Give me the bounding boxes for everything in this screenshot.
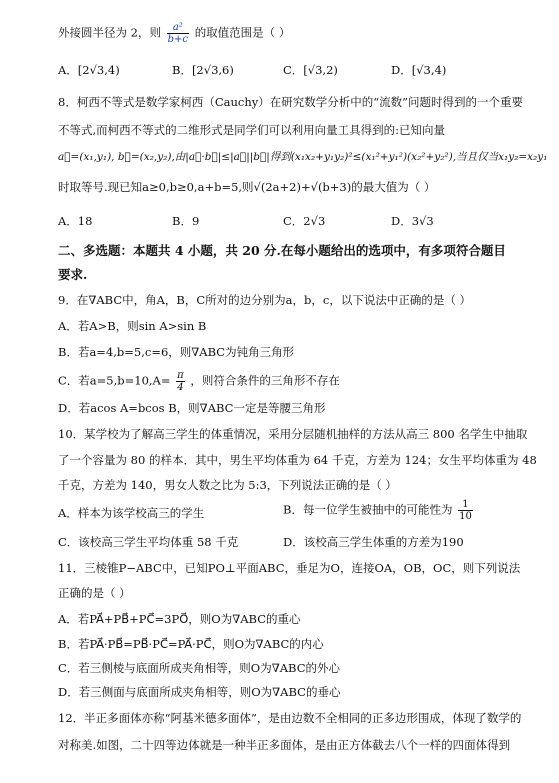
q8-option-a: A．18 — [58, 214, 93, 228]
q8-option-d: D．3√3 — [391, 214, 434, 228]
q7-option-b: B．[2√3,6) — [172, 63, 234, 77]
q12-line-2: 对称美.如图，二十四等边体就是一种半正多面体，是由正方体截去八个一样的四面体得到 — [58, 738, 511, 752]
q8-line-3: a⃗=(x₁,y₁), b⃗=(x₂,y₂),由|a⃗·b⃗|≤|a⃗||b⃗|得到(x₁x₂+y₁y₂)²≤(x₁²+y₁²)(x₂²+y₂²),当且仅当x₁y₂=x₂y₁ — [58, 151, 548, 163]
q7-option-a: A．[2√3,4) — [58, 63, 120, 77]
q8-option-c: C．2√3 — [283, 214, 326, 228]
q12-line-1: 12．半正多面体亦称“阿基米德多面体”，是由边数不全相同的正多边形围成，体现了数学的 — [58, 711, 522, 725]
q8-line-1: 8．柯西不等式是数学家柯西（Cauchy）在研究数学分析中的“流数”问题时得到的一个重要 — [58, 95, 523, 109]
q10-option-b-numerator: 1 — [458, 499, 473, 511]
q7-fraction — [167, 22, 189, 45]
q7-option-d: D．[√3,4) — [391, 63, 447, 77]
q10-option-d: D．该校高三学生体重的方差为190 — [283, 535, 464, 549]
q10-option-a: A．样本为该学校高三的学生 — [58, 506, 205, 520]
section-heading: 二、多选题：本题共 4 小题，共 20 分.在每小题给出的选项中，有多项符合题目 — [58, 243, 506, 258]
q7-fraction-denominator: b+c — [167, 34, 189, 45]
q10-line-3: 千克，方差为 140，男女人数之比为 5:3，下列说法正确的是（ ） — [58, 478, 397, 492]
q8-option-b: B．9 — [172, 214, 200, 228]
q11-option-c: C．若三侧棱与底面所成夹角相等，则O为∇ABC的外心 — [58, 661, 341, 675]
q11-option-d: D．若三侧面与底面所成夹角相等，则O为∇ABC的垂心 — [58, 685, 341, 699]
q10-line-2: 了一个容量为 80 的样本．其中，男生平均体重为 64 千克，方差为 124；女生平均体重为 48 — [58, 453, 537, 467]
section-heading-cont: 要求. — [58, 267, 88, 282]
q10-line-1: 10．某学校为了解高三学生的体重情况，采用分层随机抽样的方法从高三 800 名学生中抽取 — [58, 427, 528, 441]
q7-stem-suffix: 的取值范围是（ ） — [194, 25, 291, 40]
q11-option-b: B．若PA⃗·PB⃗=PB⃗·PC⃗=PA⃗·PC⃗，则O为∇ABC的内心 — [58, 637, 324, 651]
q10-option-b-fraction — [458, 499, 473, 522]
q7-fraction-numerator: a² — [167, 22, 189, 34]
q8-line-2: 不等式,而柯西不等式的二维形式是同学们可以利用向量工具得到的:已知向量 — [58, 123, 446, 137]
q9-option-c-suffix: ，则符合条件的三角形不存在 — [190, 373, 340, 388]
q9-option-c-fraction — [176, 370, 185, 393]
q11-option-a: A．若PA⃗+PB⃗+PC⃗=3PO⃗，则O为∇ABC的重心 — [58, 612, 301, 626]
q10-option-b-prefix: B．每一位学生被抽中的可能性为 — [283, 502, 453, 517]
q8-line-4: 时取等号.现已知a≥0,b≥0,a+b=5,则√(2a+2)+√(b+3)的最大值为（ ） — [58, 180, 436, 194]
q10-option-c: C．该校高三学生平均体重 58 千克 — [58, 535, 239, 549]
q11-line-2: 正确的是（ ） — [58, 586, 131, 600]
q9-option-c — [58, 370, 509, 393]
q10-option-b — [283, 499, 475, 522]
q9-option-b: B．若a=4,b=5,c=6，则∇ABC为钝角三角形 — [58, 345, 295, 359]
q11-line-1: 11．三棱锥P−ABC中，已知PO⊥平面ABC，垂足为O，连接OA，OB，OC，则下列说法 — [58, 561, 521, 575]
q9-stem: 9．在∇ABC中，角A，B，C所对的边分别为a，b，c，以下说法中正确的是（ ） — [58, 293, 471, 307]
q7-stem-prefix: 外接圆半径为 2，则 — [58, 25, 161, 40]
q7-stem-tail — [58, 22, 509, 45]
q7-option-c: C．[√3,2) — [283, 63, 338, 77]
q9-option-c-denominator: 4 — [177, 382, 184, 393]
q9-option-a: A．若A>B，则sin A>sin B — [58, 319, 207, 333]
q10-option-b-denominator: 10 — [459, 511, 472, 522]
q9-option-c-numerator: π — [177, 370, 184, 381]
q9-option-d: D．若acos A=bcos B，则∇ABC一定是等腰三角形 — [58, 401, 326, 415]
q9-option-c-prefix: C．若a=5,b=10,A= — [58, 373, 171, 388]
